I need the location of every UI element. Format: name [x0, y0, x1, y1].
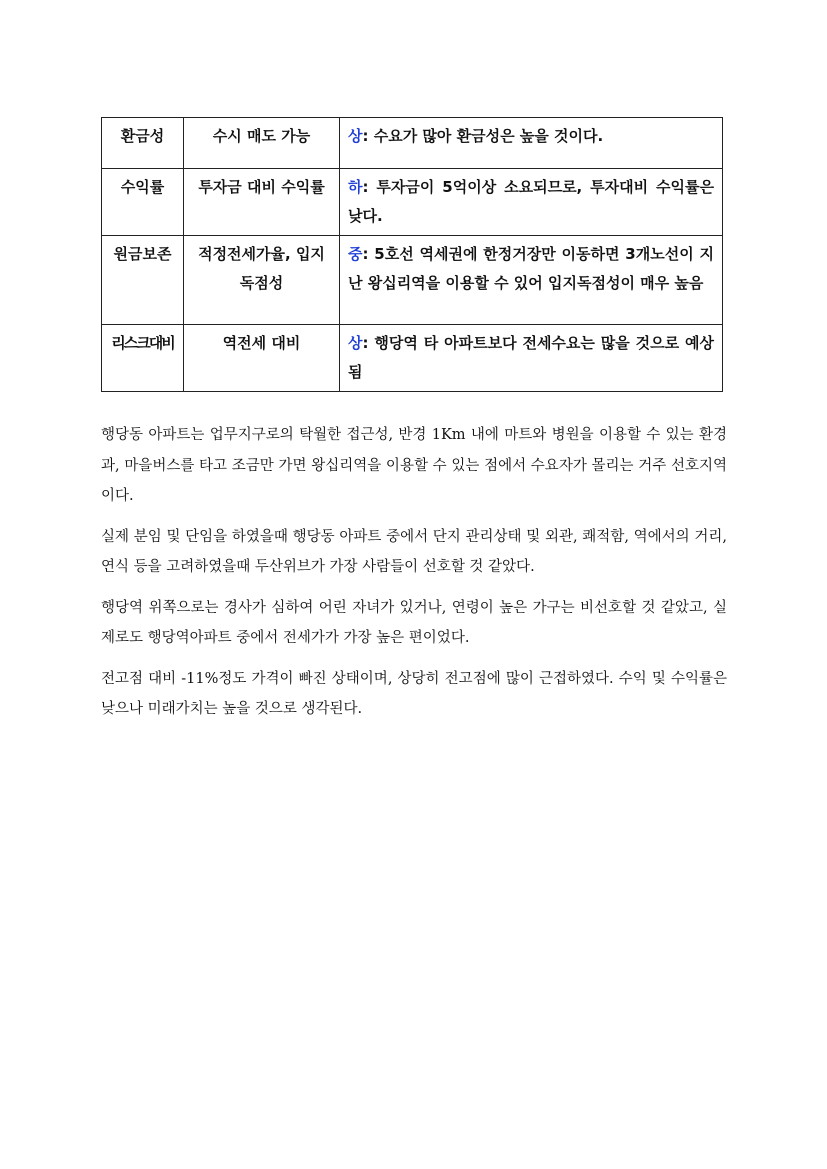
measure-cell: 역전세 대비 — [184, 325, 340, 392]
criterion-cell: 원금보존 — [102, 236, 184, 325]
measure-cell: 수시 매도 가능 — [184, 118, 340, 169]
table-row — [102, 236, 723, 325]
criterion-cell: 환금성 — [102, 118, 184, 169]
paragraph: 실제 분임 및 단임을 하였을때 행당동 아파트 중에서 단지 관리상태 및 외관, 쾌적함, 역에서의 거리, 연식 등을 고려하였을때 두산위브가 가장 사람들이 선호할 것 같았다. — [101, 528, 727, 575]
assessment-cell — [340, 169, 723, 236]
criterion-cell: 리스크대비 — [102, 325, 184, 392]
paragraph: 행당동 아파트는 업무지구로의 탁월한 접근성, 반경 1Km 내에 마트와 병원을 이용할 수 있는 환경과, 마을버스를 타고 조금만 가면 왕십리역을 이용할 수 있는 점에서 수요자가 몰리는 거주 선호지역이다. — [101, 427, 727, 504]
grade-label: 중 — [348, 245, 363, 263]
assessment-text: : 행당역 타 아파트보다 전세수요는 많을 것으로 예상됨 — [348, 334, 714, 381]
body-text — [101, 420, 727, 735]
assessment-text: : 수요가 많아 환금성은 높을 것이다. — [362, 127, 604, 145]
grade-label: 상 — [348, 127, 363, 145]
table-row — [102, 118, 723, 169]
paragraph: 전고점 대비 -11%정도 가격이 빠진 상태이며, 상당히 전고점에 많이 근접하였다. 수익 및 수익률은 낮으나 미래가치는 높을 것으로 생각된다. — [101, 670, 727, 717]
measure-cell: 적정전세가율, 입지독점성 — [184, 236, 340, 325]
criterion-cell: 수익률 — [102, 169, 184, 236]
assessment-cell — [340, 236, 723, 325]
grade-label: 상 — [348, 334, 363, 352]
table-row — [102, 169, 723, 236]
assessment-cell — [340, 118, 723, 169]
assessment-cell — [340, 325, 723, 392]
measure-cell: 투자금 대비 수익률 — [184, 169, 340, 236]
paragraph: 행당역 위쪽으로는 경사가 심하여 어린 자녀가 있거나, 연령이 높은 가구는 비선호할 것 같았고, 실제로도 행당역아파트 중에서 전세가가 가장 높은 편이었다. — [101, 599, 727, 646]
grade-label: 하 — [348, 178, 363, 196]
assessment-text: : 투자금이 5억이상 소요되므로, 투자대비 수익률은 낮다. — [348, 178, 714, 225]
assessment-text: : 5호선 역세권에 한정거장만 이동하면 3개노선이 지난 왕십리역을 이용할 수 있어 입지독점성이 매우 높음 — [348, 245, 714, 292]
table-row — [102, 325, 723, 392]
investment-evaluation-table — [101, 117, 723, 392]
